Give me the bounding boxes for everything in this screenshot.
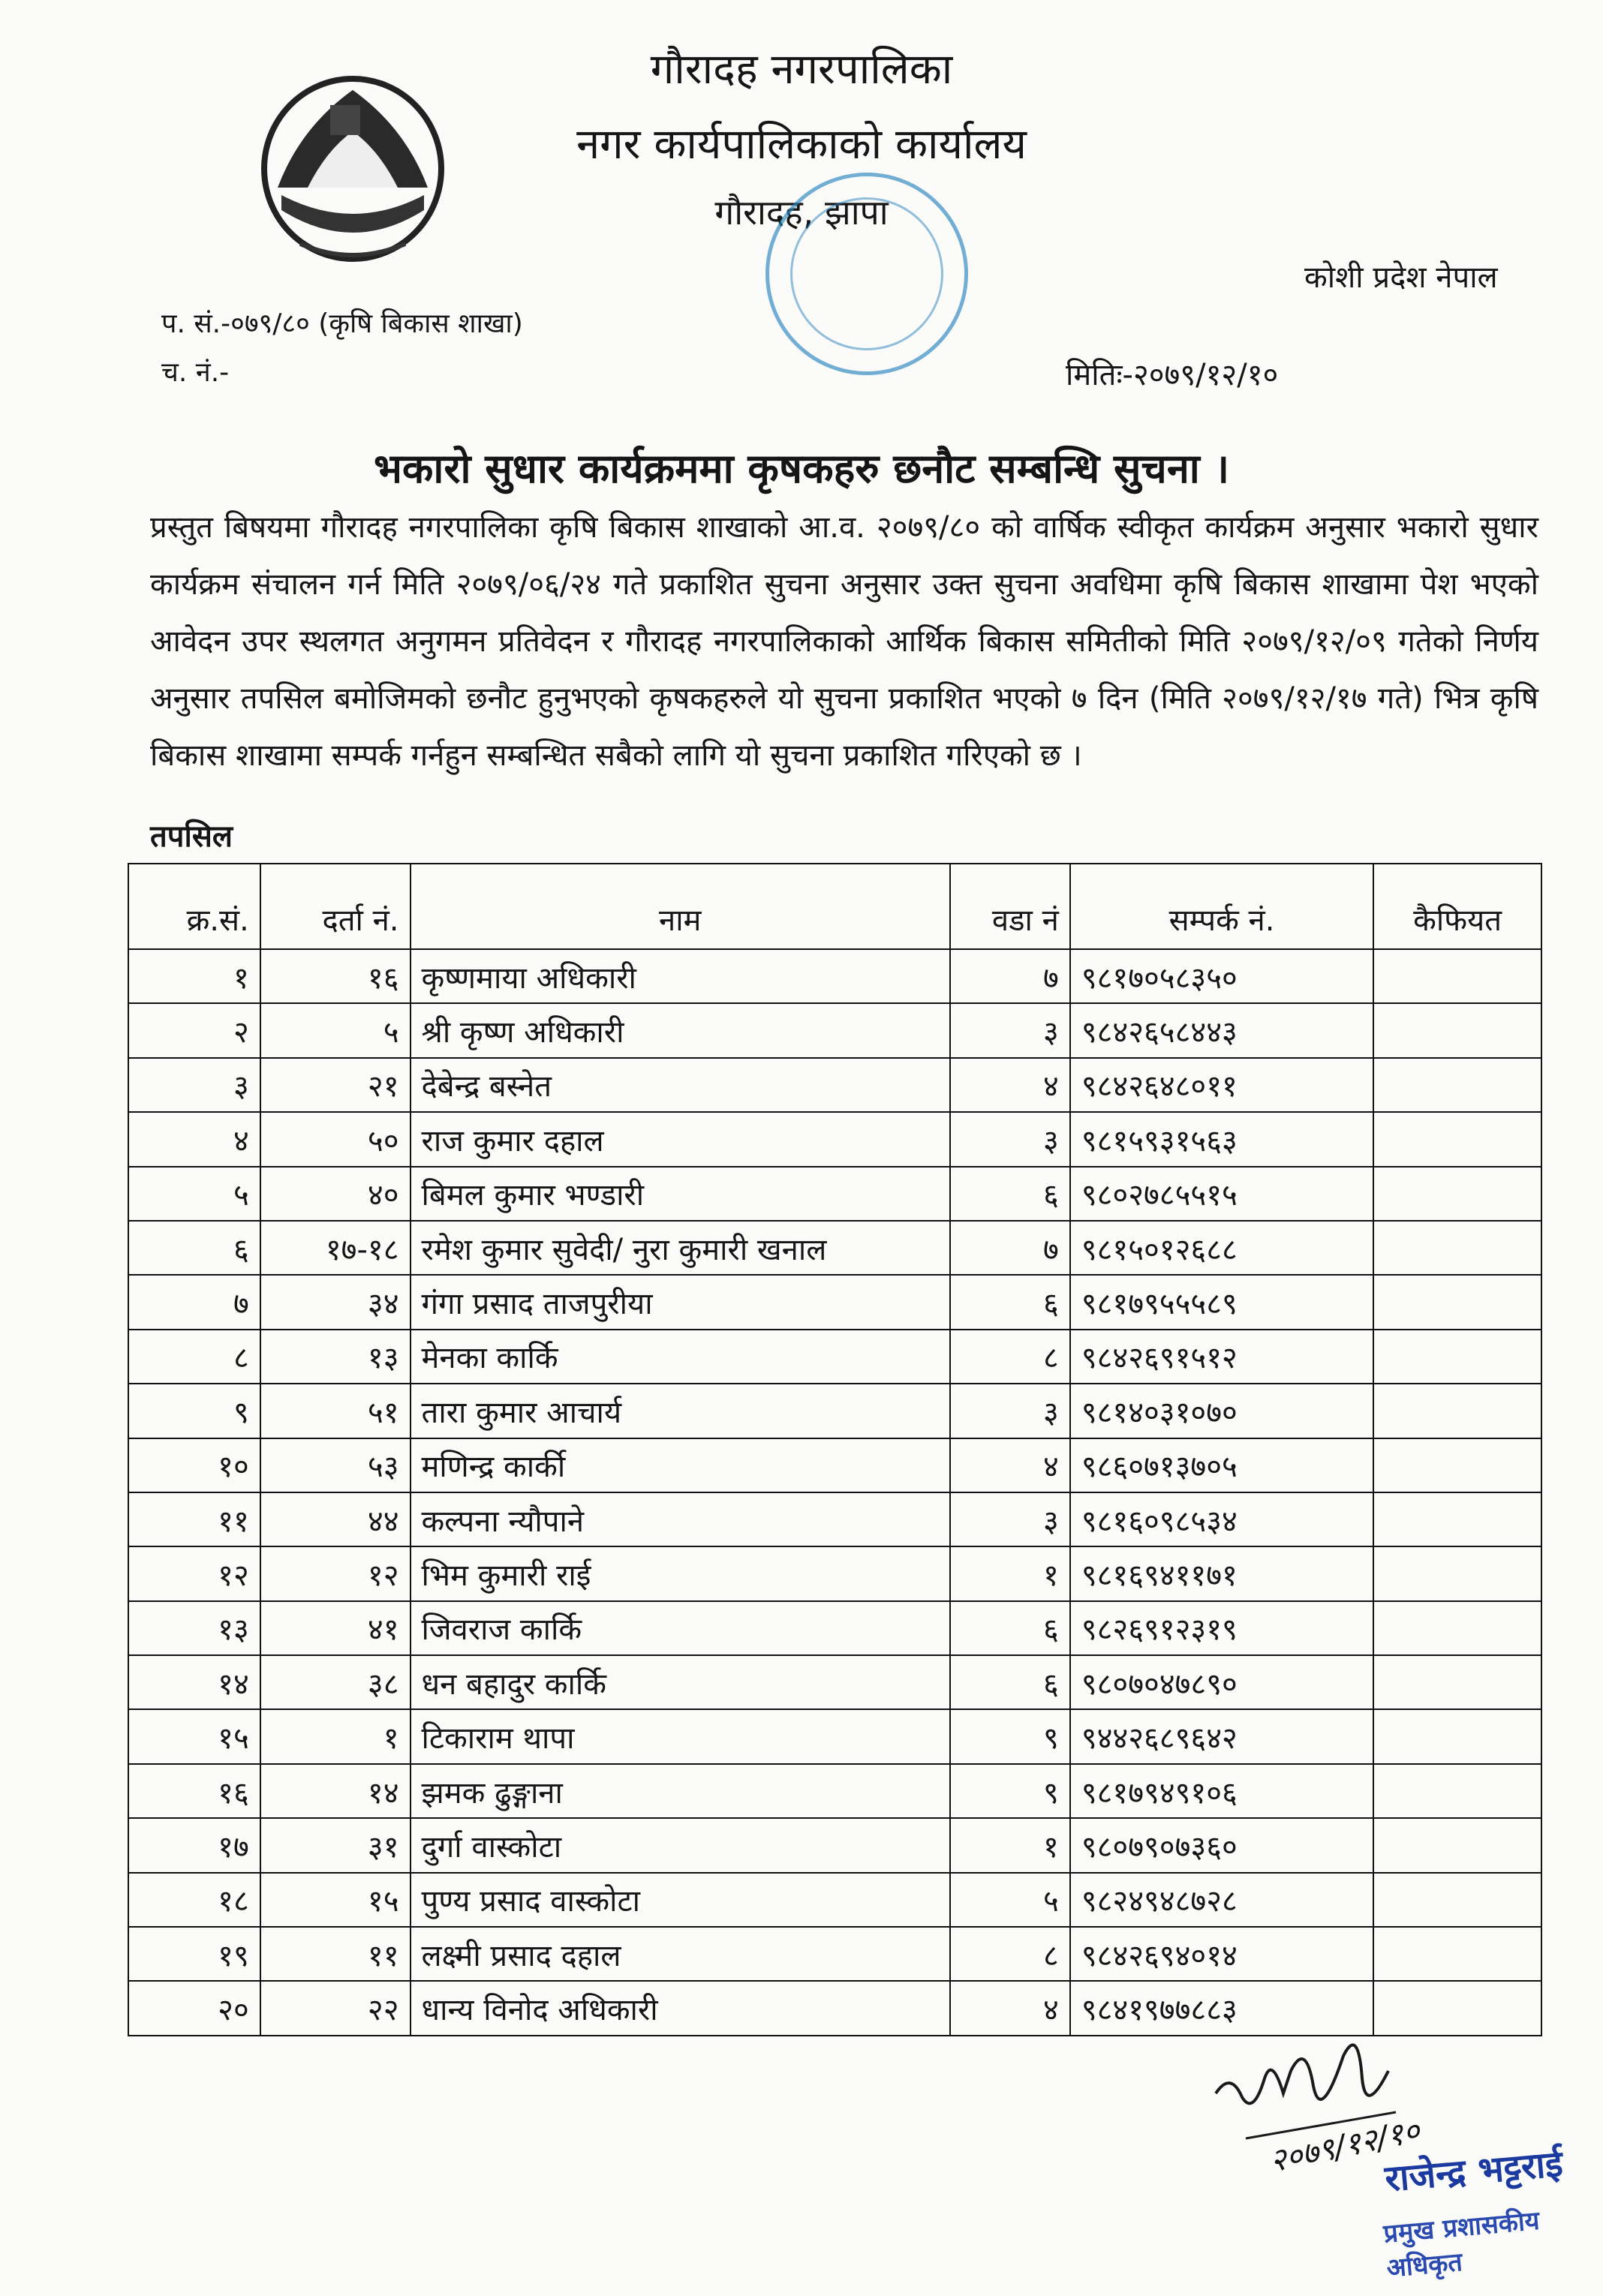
cell-ward: ४ xyxy=(950,1438,1070,1492)
cell-remarks xyxy=(1373,1492,1541,1546)
cell-remarks xyxy=(1373,1873,1541,1927)
cell-registration: २१ xyxy=(260,1058,411,1112)
cell-registration: ५ xyxy=(260,1003,411,1057)
table-row xyxy=(128,1384,1541,1438)
cell-serial: १४ xyxy=(128,1655,260,1709)
cell-remarks xyxy=(1373,1330,1541,1384)
cell-ward: ६ xyxy=(950,1275,1070,1329)
cell-contact: ९४४२६८९६४२ xyxy=(1070,1709,1373,1763)
cell-contact: ९८२६९१२३१९ xyxy=(1070,1601,1373,1655)
cell-registration: १५ xyxy=(260,1873,411,1927)
cell-contact: ९८०२७८५५१५ xyxy=(1070,1167,1373,1221)
office-name: नगर कार्यपालिकाको कार्यालय xyxy=(576,120,1027,169)
cell-ward: ६ xyxy=(950,1601,1070,1655)
cell-remarks xyxy=(1373,1438,1541,1492)
cell-contact: ९८१७९४९१०६ xyxy=(1070,1764,1373,1818)
cell-ward: १ xyxy=(950,1546,1070,1600)
cell-serial: २ xyxy=(128,1003,260,1057)
cell-registration: ४१ xyxy=(260,1601,411,1655)
cell-name: कल्पना न्यौपाने xyxy=(411,1492,950,1546)
cell-ward: ५ xyxy=(950,1873,1070,1927)
cell-contact: ९८४२६९१५१२ xyxy=(1070,1330,1373,1384)
province-label: कोशी प्रदेश नेपाल xyxy=(1304,260,1498,295)
cell-remarks xyxy=(1373,1546,1541,1600)
cell-name: झमक ढुङ्गाना xyxy=(411,1764,950,1818)
cell-serial: ६ xyxy=(128,1221,260,1275)
cell-ward: १ xyxy=(950,1818,1070,1872)
cell-ward: ८ xyxy=(950,1927,1070,1981)
cell-remarks xyxy=(1373,1709,1541,1763)
cell-registration: १६ xyxy=(260,949,411,1003)
cell-contact: ९८१७९५५५८९ xyxy=(1070,1275,1373,1329)
cell-name: दुर्गा वास्कोटा xyxy=(411,1818,950,1872)
cell-serial: १० xyxy=(128,1438,260,1492)
cell-name: गंगा प्रसाद ताजपुरीया xyxy=(411,1275,950,1329)
cell-ward: ६ xyxy=(950,1655,1070,1709)
cell-registration: ५० xyxy=(260,1112,411,1166)
notice-body: प्रस्तुत बिषयमा गौरादह नगरपालिका कृषि बिकास शाखाको आ.व. २०७९/८० को वार्षिक स्वीकृत कार्यक्रम अनुसार भकारो सुधार कार्यक्रम संचालन गर्न मिति २०७९/०६/२४ गते प्रकाशित सुचना अनुसार उक्त सुचना अवधिमा कृषि बिकास शाखामा पेश भएको आवेदन उपर स्थलगत अनुगमन प्रतिवेदन र गौरादह नगरपालिकाको आर्थिक बिकास समितीको मिति २०७९/१२/०९ गतेको निर्णय अनुसार तपसिल बमोजिमको छनौट हुनुभएको कृषकहरुले यो सुचना प्रकाशित भएको ७ दिन (मिति २०७९/१२/१७ गते) भित्र कृषि बिकास शाखामा सम्पर्क गर्नहुन सम्बन्धित सबैको लागि यो सुचना प्रकाशित गरिएको छ । xyxy=(150,510,1538,773)
farmer-selection-table xyxy=(128,863,1542,2036)
cell-remarks xyxy=(1373,1655,1541,1709)
table-row xyxy=(128,1873,1541,1927)
cell-registration: १३ xyxy=(260,1330,411,1384)
cell-ward: ३ xyxy=(950,1492,1070,1546)
cell-remarks xyxy=(1373,1384,1541,1438)
column-header-contact: सम्पर्क नं. xyxy=(1070,864,1373,949)
cell-registration: ४४ xyxy=(260,1492,411,1546)
cell-registration: १ xyxy=(260,1709,411,1763)
cell-name: राज कुमार दहाल xyxy=(411,1112,950,1166)
cell-registration: १४ xyxy=(260,1764,411,1818)
cell-registration: ४० xyxy=(260,1167,411,1221)
cell-ward: ४ xyxy=(950,1058,1070,1112)
cell-registration: १७-१८ xyxy=(260,1221,411,1275)
cell-name: पुण्य प्रसाद वास्कोटा xyxy=(411,1873,950,1927)
cell-registration: १२ xyxy=(260,1546,411,1600)
column-header-name: नाम xyxy=(411,864,950,949)
table-row xyxy=(128,1330,1541,1384)
table-row xyxy=(128,1275,1541,1329)
cell-remarks xyxy=(1373,1601,1541,1655)
cell-remarks xyxy=(1373,1927,1541,1981)
table-row xyxy=(128,1058,1541,1112)
cell-registration: ३४ xyxy=(260,1275,411,1329)
table-row xyxy=(128,1546,1541,1600)
notice-title: भकारो सुधार कार्यक्रममा कृषकहरु छनौट सम्बन्धि सुचना । xyxy=(373,445,1230,492)
table-row xyxy=(128,1221,1541,1275)
cell-registration: ३१ xyxy=(260,1818,411,1872)
cell-name: जिवराज कार्कि xyxy=(411,1601,950,1655)
cell-serial: ३ xyxy=(128,1058,260,1112)
cell-name: लक्ष्मी प्रसाद दहाल xyxy=(411,1927,950,1981)
cell-name: मणिन्द्र कार्की xyxy=(411,1438,950,1492)
table-row xyxy=(128,1709,1541,1763)
cell-remarks xyxy=(1373,1818,1541,1872)
cell-ward: ३ xyxy=(950,1003,1070,1057)
cell-name: बिमल कुमार भण्डारी xyxy=(411,1167,950,1221)
cell-contact: ९८०७०४७८९० xyxy=(1070,1655,1373,1709)
cell-serial: १९ xyxy=(128,1927,260,1981)
cell-remarks xyxy=(1373,1221,1541,1275)
cell-contact: ९८१६०९८५३४ xyxy=(1070,1492,1373,1546)
cell-serial: १६ xyxy=(128,1764,260,1818)
cell-remarks xyxy=(1373,1167,1541,1221)
cell-serial: १ xyxy=(128,949,260,1003)
signatory-name-stamp: राजेन्द्र भट्टराई xyxy=(1383,2142,1565,2201)
table-row xyxy=(128,1764,1541,1818)
cell-serial: १८ xyxy=(128,1873,260,1927)
table-row xyxy=(128,1818,1541,1872)
signatory-title-stamp: प्रमुख प्रशासकीय अधिकृत xyxy=(1382,2205,1541,2284)
cell-serial: ११ xyxy=(128,1492,260,1546)
cell-ward: ४ xyxy=(950,1981,1070,2035)
cell-name: धन बहादुर कार्कि xyxy=(411,1655,950,1709)
cell-contact: ९८१६९४११७१ xyxy=(1070,1546,1373,1600)
cell-serial: ७ xyxy=(128,1275,260,1329)
cell-contact: ९८६०७१३७०५ xyxy=(1070,1438,1373,1492)
cell-ward: ९ xyxy=(950,1764,1070,1818)
cell-registration: २२ xyxy=(260,1981,411,2035)
cell-ward: ६ xyxy=(950,1167,1070,1221)
cell-serial: १५ xyxy=(128,1709,260,1763)
cell-name: भिम कुमारी राई xyxy=(411,1546,950,1600)
nepal-emblem-icon xyxy=(255,60,450,278)
cell-registration: ११ xyxy=(260,1927,411,1981)
table-header-row xyxy=(128,864,1541,949)
cell-ward: ७ xyxy=(950,949,1070,1003)
cell-serial: ९ xyxy=(128,1384,260,1438)
cell-ward: ३ xyxy=(950,1112,1070,1166)
cell-name: श्री कृष्ण अधिकारी xyxy=(411,1003,950,1057)
cell-serial: ४ xyxy=(128,1112,260,1166)
cell-name: रमेश कुमार सुवेदी/ नुरा कुमारी खनाल xyxy=(411,1221,950,1275)
office-address: गौरादह, झापा xyxy=(714,192,889,233)
cell-serial: १३ xyxy=(128,1601,260,1655)
cell-contact: ९८४२६४८०११ xyxy=(1070,1058,1373,1112)
cell-serial: १७ xyxy=(128,1818,260,1872)
cell-registration: ५३ xyxy=(260,1438,411,1492)
office-seal-stamp xyxy=(765,173,968,375)
issue-date: मितिः-२०७९/१२/१० xyxy=(1066,358,1279,392)
cell-remarks xyxy=(1373,1764,1541,1818)
cell-serial: १२ xyxy=(128,1546,260,1600)
cell-ward: ३ xyxy=(950,1384,1070,1438)
table-row xyxy=(128,1167,1541,1221)
cell-serial: ८ xyxy=(128,1330,260,1384)
table-row xyxy=(128,1655,1541,1709)
cell-registration: ३८ xyxy=(260,1655,411,1709)
column-header-serial: क्र.सं. xyxy=(128,864,260,949)
cell-serial: ५ xyxy=(128,1167,260,1221)
cell-contact: ९८२४९४८७२८ xyxy=(1070,1873,1373,1927)
cell-remarks xyxy=(1373,1275,1541,1329)
cell-remarks xyxy=(1373,949,1541,1003)
table-row xyxy=(128,1003,1541,1057)
dispatch-number: च. नं.- xyxy=(161,357,230,388)
municipality-name: गौरादह नगरपालिका xyxy=(650,45,953,94)
cell-ward: ७ xyxy=(950,1221,1070,1275)
column-header-remarks: कैफियत xyxy=(1373,864,1541,949)
column-header-registration: दर्ता नं. xyxy=(260,864,411,949)
cell-contact: ९८१५०१२६८८ xyxy=(1070,1221,1373,1275)
cell-name: धान्य विनोद अधिकारी xyxy=(411,1981,950,2035)
cell-remarks xyxy=(1373,1112,1541,1166)
reference-number: प. सं.-०७९/८० (कृषि बिकास शाखा) xyxy=(161,308,523,339)
annex-label: तपसिल xyxy=(150,819,233,854)
cell-contact: ९८४२६५८४४३ xyxy=(1070,1003,1373,1057)
cell-contact: ९८४१९७७८८३ xyxy=(1070,1981,1373,2035)
cell-remarks xyxy=(1373,1058,1541,1112)
cell-name: मेनका कार्कि xyxy=(411,1330,950,1384)
table-row xyxy=(128,1927,1541,1981)
cell-remarks xyxy=(1373,1003,1541,1057)
table-row xyxy=(128,1601,1541,1655)
table-row xyxy=(128,949,1541,1003)
cell-serial: २० xyxy=(128,1981,260,2035)
table-row xyxy=(128,1492,1541,1546)
cell-contact: ९८४२६९४०१४ xyxy=(1070,1927,1373,1981)
cell-name: कृष्णमाया अधिकारी xyxy=(411,949,950,1003)
table-row xyxy=(128,1438,1541,1492)
cell-ward: ८ xyxy=(950,1330,1070,1384)
cell-contact: ९८१७०५८३५० xyxy=(1070,949,1373,1003)
cell-name: टिकाराम थापा xyxy=(411,1709,950,1763)
cell-name: तारा कुमार आचार्य xyxy=(411,1384,950,1438)
cell-contact: ९८०७९०७३६० xyxy=(1070,1818,1373,1872)
cell-name: देबेन्द्र बस्नेत xyxy=(411,1058,950,1112)
signature-date: २०७९/१२/१० xyxy=(1266,2111,1424,2180)
cell-registration: ५१ xyxy=(260,1384,411,1438)
table-row xyxy=(128,1112,1541,1166)
column-header-ward: वडा नं xyxy=(950,864,1070,949)
cell-contact: ९८१४०३१०७० xyxy=(1070,1384,1373,1438)
cell-contact: ९८१५९३१५६३ xyxy=(1070,1112,1373,1166)
cell-ward: ९ xyxy=(950,1709,1070,1763)
